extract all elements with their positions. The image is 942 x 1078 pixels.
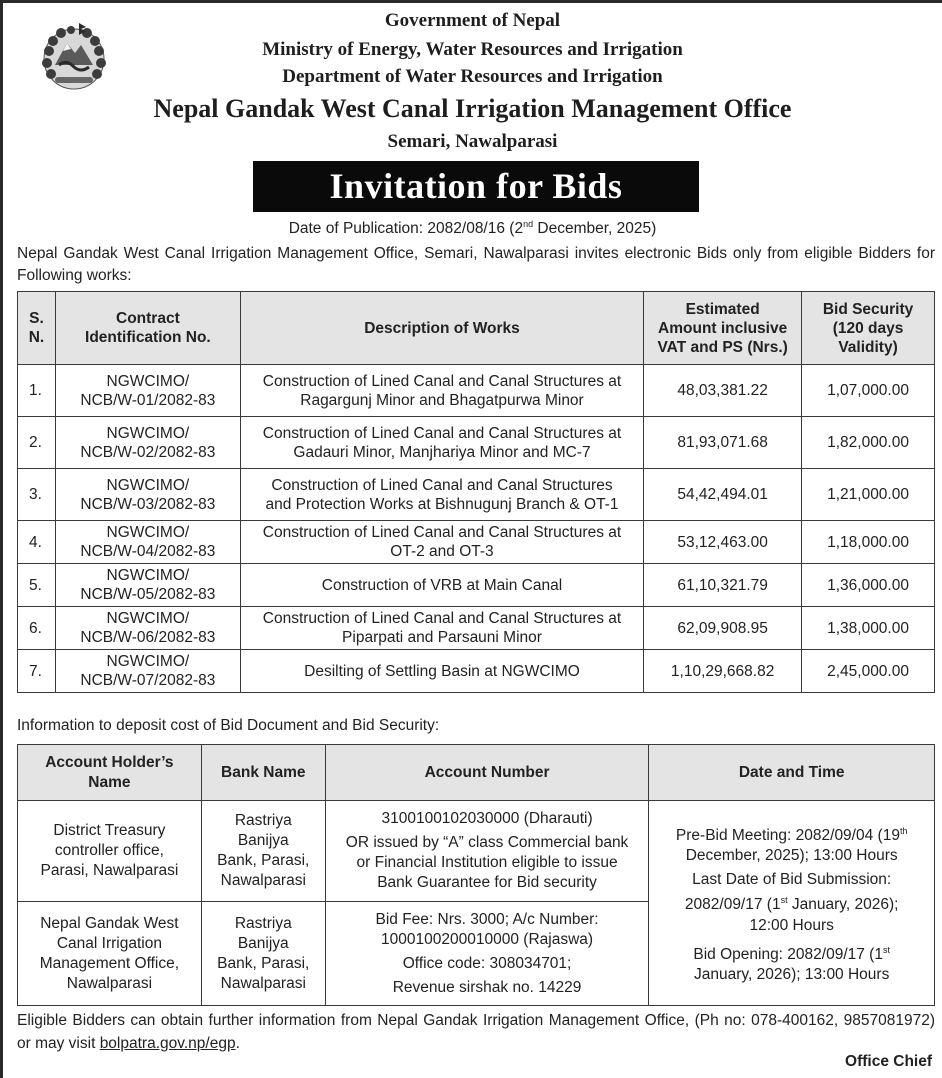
table-row — [18, 650, 935, 693]
description-text: Construction of Lined Canal and Canal Structures at — [262, 524, 622, 541]
contract-id-text: NGWCIMO/ — [106, 610, 190, 627]
row-description — [240, 607, 643, 650]
signoff: Office Chief — [845, 1053, 932, 1070]
holder-text: Management Office, — [39, 954, 180, 972]
row-bid-security: 1,18,000.00 — [802, 521, 935, 564]
row-bid-security: 1,82,000.00 — [802, 417, 935, 469]
row-date-time — [649, 801, 935, 1006]
footer-text: . — [235, 1035, 240, 1052]
row-amount: 48,03,381.22 — [644, 365, 802, 417]
prebid-meeting — [649, 821, 934, 866]
date-text: Last Date of Bid Submission: — [692, 871, 892, 889]
account-note — [326, 833, 649, 893]
row-sn: 3. — [18, 469, 56, 521]
row-sn: 4. — [18, 521, 56, 564]
row-sn: 6. — [18, 607, 56, 650]
contract-id-text: NCB/W-03/2082-83 — [80, 495, 216, 513]
office-name: Nepal Gandak West Canal Irrigation Management Office — [153, 94, 792, 123]
row-amount: 54,42,494.01 — [644, 469, 802, 521]
row-contract-id — [55, 417, 240, 469]
ordinal-suffix: st — [882, 944, 890, 955]
row-bid-security: 2,45,000.00 — [802, 650, 935, 693]
bid-submission-deadline — [649, 870, 934, 935]
bank-text: Banijya — [237, 934, 289, 952]
publication-date — [3, 219, 942, 238]
row-contract-id — [55, 564, 240, 607]
bank-text: Banijya — [237, 832, 289, 849]
row-sn: 7. — [18, 650, 56, 693]
contract-id-text: NCB/W-01/2082-83 — [80, 391, 216, 409]
description-text: Construction of Lined Canal and Canal Structures at — [262, 610, 622, 627]
header-text: (120 days — [832, 319, 904, 337]
revenue-sirshak: Revenue sirshak no. 14229 — [392, 978, 582, 996]
header-text: Validity) — [838, 338, 898, 356]
row-amount: 61,10,321.79 — [644, 564, 802, 607]
office-code: Office code: 308034701; — [402, 954, 572, 972]
header-text: VAT and PS (Nrs.) — [657, 338, 788, 356]
table-row — [18, 564, 935, 607]
row-contract-id — [55, 650, 240, 693]
header-sn — [18, 292, 56, 365]
row-description — [240, 521, 643, 564]
header-text: Amount inclusive — [658, 319, 788, 337]
date-text: January, 2026); 13:00 Hours — [694, 965, 890, 983]
header-text: S. — [29, 310, 44, 327]
description-text: Construction of Lined Canal and Canal Structures — [271, 476, 613, 494]
government-line: Government of Nepal — [384, 10, 561, 31]
intro-paragraph: Nepal Gandak West Canal Irrigation Management Office, Semari, Nawalparasi invites electronic Bids only from eligible Bidders for Following works: — [17, 245, 935, 284]
row-description — [240, 417, 643, 469]
header-text: Contract — [116, 310, 180, 327]
ordinal-suffix: nd — [523, 219, 534, 229]
holder-text: Nepal Gandak West — [40, 914, 179, 932]
account-number-text: Bid Fee: Nrs. 3000; A/c Number: — [375, 910, 599, 928]
ordinal-suffix: st — [780, 895, 788, 906]
account-table — [17, 744, 935, 1006]
row-contract-id — [55, 469, 240, 521]
contract-id-text: NCB/W-05/2082-83 — [80, 586, 216, 603]
row-description: Construction of VRB at Main Canal — [240, 564, 643, 607]
description-text: and Protection Works at Bishnugunj Branch & OT-1 — [265, 495, 619, 513]
date-text: Bid Opening: 2082/09/17 (1 — [693, 945, 883, 963]
contract-id-text: NCB/W-07/2082-83 — [80, 672, 216, 689]
row-account-number — [325, 801, 649, 902]
header-date-time: Date and Time — [649, 745, 935, 801]
row-bank-name — [201, 801, 325, 902]
row-bid-security: 1,21,000.00 — [802, 469, 935, 521]
footer-text: Eligible Bidders can obtain further information from Nepal Gandak Irrigation Management Office, (Ph no: 078-400162, 9857081972) or may visit — [17, 1012, 935, 1052]
row-amount: 53,12,463.00 — [644, 521, 802, 564]
row-contract-id — [55, 521, 240, 564]
row-amount: 62,09,908.95 — [644, 607, 802, 650]
table-row — [18, 607, 935, 650]
account-note-text: Bank Guarantee for Bid security — [377, 874, 597, 891]
row-account-holder — [18, 902, 202, 1006]
row-sn: 2. — [18, 417, 56, 469]
holder-text: Nawalparasi — [66, 974, 153, 992]
header-bid-security — [802, 292, 935, 365]
holder-text: controller office, — [54, 842, 164, 859]
notice-title: Invitation for Bids — [253, 161, 699, 212]
contract-id-text: NCB/W-06/2082-83 — [80, 629, 216, 646]
bid-fee-account — [326, 910, 649, 950]
holder-text: Canal Irrigation — [56, 934, 162, 952]
contract-id-text: NGWCIMO/ — [106, 476, 190, 494]
header-bank-name: Bank Name — [201, 745, 325, 801]
header-text: Identification No. — [85, 329, 211, 346]
description-text: Piparpati and Parsauni Minor — [342, 629, 542, 646]
account-number-text: 3100100102030000 (Dharauti) — [381, 810, 593, 827]
header-description: Description of Works — [240, 292, 643, 365]
header-text: Name — [88, 773, 131, 791]
publication-date-text: December, 2025) — [533, 220, 657, 238]
row-sn: 5. — [18, 564, 56, 607]
deposit-info-label: Information to deposit cost of Bid Document and Bid Security: — [17, 717, 440, 734]
row-description — [240, 469, 643, 521]
row-bid-security: 1,38,000.00 — [802, 607, 935, 650]
contract-id-text: NCB/W-04/2082-83 — [80, 543, 216, 560]
row-description — [240, 365, 643, 417]
description-text: Ragargunj Minor and Bhagatpurwa Minor — [300, 391, 584, 409]
account-note-text: or Financial Institution eligible to issue — [356, 854, 618, 871]
holder-text: District Treasury — [53, 822, 166, 839]
notice-header — [3, 3, 942, 163]
table-row — [18, 521, 935, 564]
header-text: Bid Security — [822, 300, 914, 318]
table-row — [18, 469, 935, 521]
row-amount: 1,10,29,668.82 — [644, 650, 802, 693]
row-account-number — [325, 902, 649, 1006]
header-text: Estimated — [685, 300, 760, 318]
header-account-holder — [18, 745, 202, 801]
header-text: N. — [28, 329, 45, 346]
description-text: Gadauri Minor, Manjhariya Minor and MC-7 — [293, 443, 591, 461]
bank-text: Rastriya — [234, 812, 292, 829]
row-contract-id — [55, 365, 240, 417]
row-bank-name — [201, 902, 325, 1006]
works-table — [17, 291, 935, 693]
contract-id-text: NCB/W-02/2082-83 — [80, 443, 216, 461]
department-line: Department of Water Resources and Irrigation — [282, 66, 663, 87]
contract-id-text: NGWCIMO/ — [106, 653, 190, 670]
description-text: OT-2 and OT-3 — [390, 543, 494, 560]
row-bid-security: 1,07,000.00 — [802, 365, 935, 417]
office-location: Semari, Nawalparasi — [387, 131, 558, 152]
row-description: Desilting of Settling Basin at NGWCIMO — [240, 650, 643, 693]
ordinal-suffix: th — [899, 826, 908, 837]
description-text: Construction of Lined Canal and Canal Structures at — [262, 424, 622, 442]
date-text: January, 2026); — [787, 896, 899, 914]
date-text: 2082/09/17 (1 — [684, 896, 781, 914]
row-amount: 81,93,071.68 — [644, 417, 802, 469]
ministry-line: Ministry of Energy, Water Resources and Irrigation — [262, 39, 683, 60]
works-table-header — [18, 292, 935, 365]
bank-text: Bank, Parasi, — [217, 954, 310, 972]
date-text: 12:00 Hours — [749, 916, 834, 934]
header-text: Account Holder’s — [45, 753, 174, 771]
holder-text: Parasi, Nawalparasi — [40, 862, 179, 879]
row-contract-id — [55, 607, 240, 650]
bid-opening — [649, 940, 934, 985]
date-text: December, 2025); 13:00 Hours — [685, 847, 898, 865]
header-account-number: Account Number — [325, 745, 649, 801]
table-row — [18, 801, 935, 902]
header-amount — [644, 292, 802, 365]
contract-id-text: NGWCIMO/ — [106, 524, 190, 541]
bank-text: Nawalparasi — [220, 872, 306, 889]
bank-text: Bank, Parasi, — [217, 852, 310, 869]
bolpatra-link[interactable]: bolpatra.gov.np/egp — [99, 1035, 236, 1052]
header-contract-id — [55, 292, 240, 365]
footer-paragraph — [17, 1009, 935, 1055]
description-text: Construction of Lined Canal and Canal Structures at — [262, 372, 622, 390]
table-row — [18, 417, 935, 469]
row-bid-security: 1,36,000.00 — [802, 564, 935, 607]
account-number-text: 1000100200010000 (Rajaswa) — [381, 930, 594, 948]
bank-text: Nawalparasi — [220, 974, 306, 992]
table-row — [18, 365, 935, 417]
bank-text: Rastriya — [234, 914, 292, 932]
row-account-holder — [18, 801, 202, 902]
contract-id-text: NGWCIMO/ — [106, 567, 190, 584]
contract-id-text: NGWCIMO/ — [106, 372, 190, 390]
account-table-header — [18, 745, 935, 801]
contract-id-text: NGWCIMO/ — [106, 424, 190, 442]
publication-date-text: Date of Publication: 2082/08/16 (2 — [288, 220, 524, 238]
account-note-text: OR issued by “A” class Commercial bank — [345, 834, 629, 851]
date-text: Pre-Bid Meeting: 2082/09/04 (19 — [675, 827, 900, 845]
row-sn: 1. — [18, 365, 56, 417]
